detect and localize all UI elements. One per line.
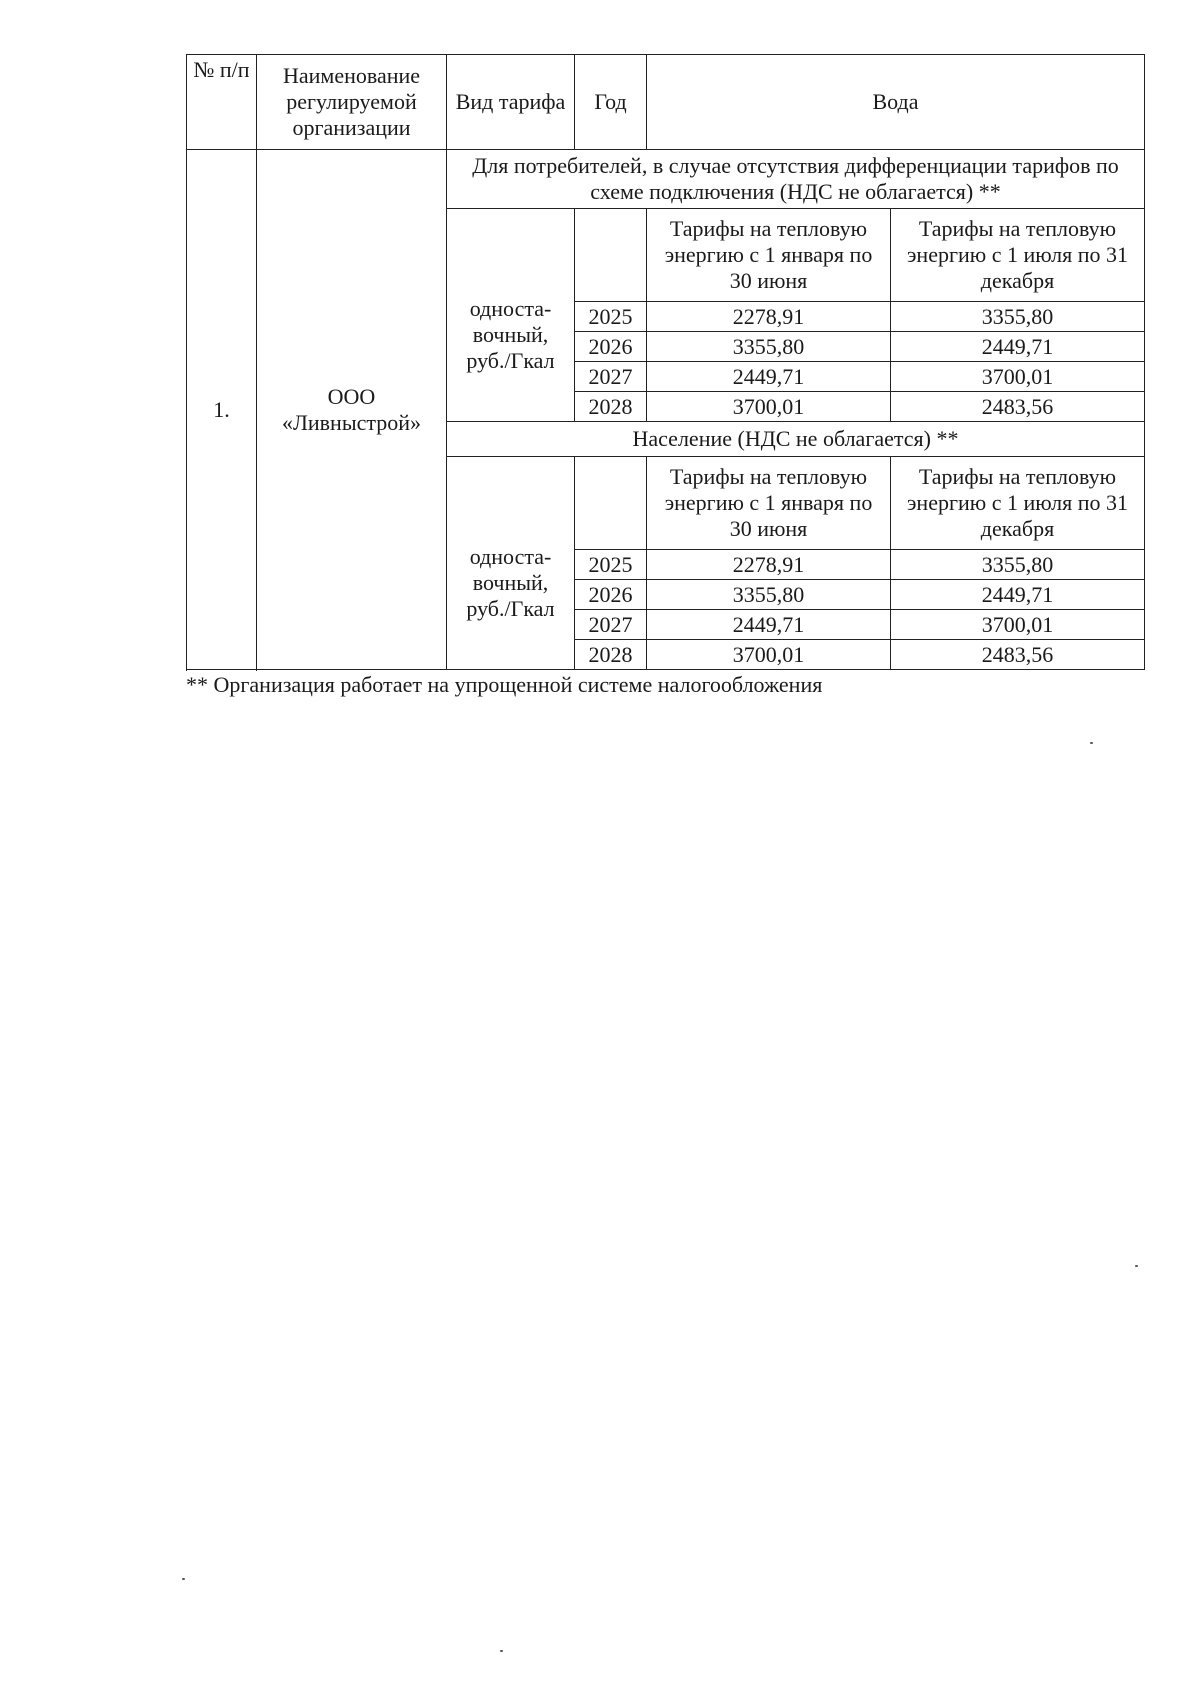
- period2-value: 2449,71: [891, 580, 1145, 610]
- period2-value: 2483,56: [891, 640, 1145, 670]
- header-tariff-type: Вид тарифа: [447, 55, 575, 150]
- tariff-type-cell: односта-вочный, руб./Гкал: [447, 209, 575, 422]
- year-cell: 2026: [575, 580, 647, 610]
- year-cell: 2028: [575, 640, 647, 670]
- year-cell: 2027: [575, 610, 647, 640]
- period2-value: 2483,56: [891, 392, 1145, 422]
- year-cell: 2025: [575, 302, 647, 332]
- period1-value: 2449,71: [647, 362, 891, 392]
- scan-speck: [500, 1650, 503, 1652]
- period2-header: Тарифы на тепловую энергию с 1 июля по 31 декабря: [891, 457, 1145, 550]
- year-header-blank: [575, 457, 647, 550]
- organization-name-text: ООО «Ливныстрой»: [281, 383, 422, 435]
- year-cell: 2025: [575, 550, 647, 580]
- scan-speck: [1090, 742, 1093, 744]
- header-resource: Вода: [647, 55, 1145, 150]
- period1-value: 2449,71: [647, 610, 891, 640]
- period1-header: Тарифы на тепловую энергию с 1 января по 30 июня: [647, 457, 891, 550]
- period2-value: 3355,80: [891, 302, 1145, 332]
- period1-value: 3355,80: [647, 580, 891, 610]
- header-number: № п/п: [187, 55, 257, 150]
- period1-value: 3700,01: [647, 640, 891, 670]
- period1-value: 2278,91: [647, 302, 891, 332]
- period2-value: 3355,80: [891, 550, 1145, 580]
- period2-value: 3700,01: [891, 610, 1145, 640]
- year-cell: 2028: [575, 392, 647, 422]
- year-cell: 2026: [575, 332, 647, 362]
- period1-value: 3355,80: [647, 332, 891, 362]
- group-title: Для потребителей, в случае отсутствия дифференциации тарифов по схеме подключения (НДС не облагается) **: [447, 150, 1145, 209]
- table-header-row: [187, 55, 1145, 150]
- tariff-type-cell: односта-вочный, руб./Гкал: [447, 457, 575, 670]
- period2-value: 2449,71: [891, 332, 1145, 362]
- group-title: Население (НДС не облагается) **: [447, 422, 1145, 457]
- header-organization: Наименование регулируемой организации: [257, 55, 447, 150]
- period1-value: 3700,01: [647, 392, 891, 422]
- period2-value: 3700,01: [891, 362, 1145, 392]
- organization-name: [257, 150, 447, 670]
- row-number: 1.: [187, 150, 257, 670]
- footnote: ** Организация работает на упрощенной системе налогообложения: [186, 672, 823, 697]
- period1-value: 2278,91: [647, 550, 891, 580]
- year-header-blank: [575, 209, 647, 302]
- header-year: Год: [575, 55, 647, 150]
- scan-speck: [182, 1578, 185, 1580]
- period1-header: Тарифы на тепловую энергию с 1 января по 30 июня: [647, 209, 891, 302]
- scan-speck: [1135, 1265, 1138, 1267]
- tariff-table: [186, 54, 1145, 670]
- group-title-row: [187, 150, 1145, 209]
- period2-header: Тарифы на тепловую энергию с 1 июля по 31 декабря: [891, 209, 1145, 302]
- year-cell: 2027: [575, 362, 647, 392]
- document-sheet: [186, 54, 1144, 698]
